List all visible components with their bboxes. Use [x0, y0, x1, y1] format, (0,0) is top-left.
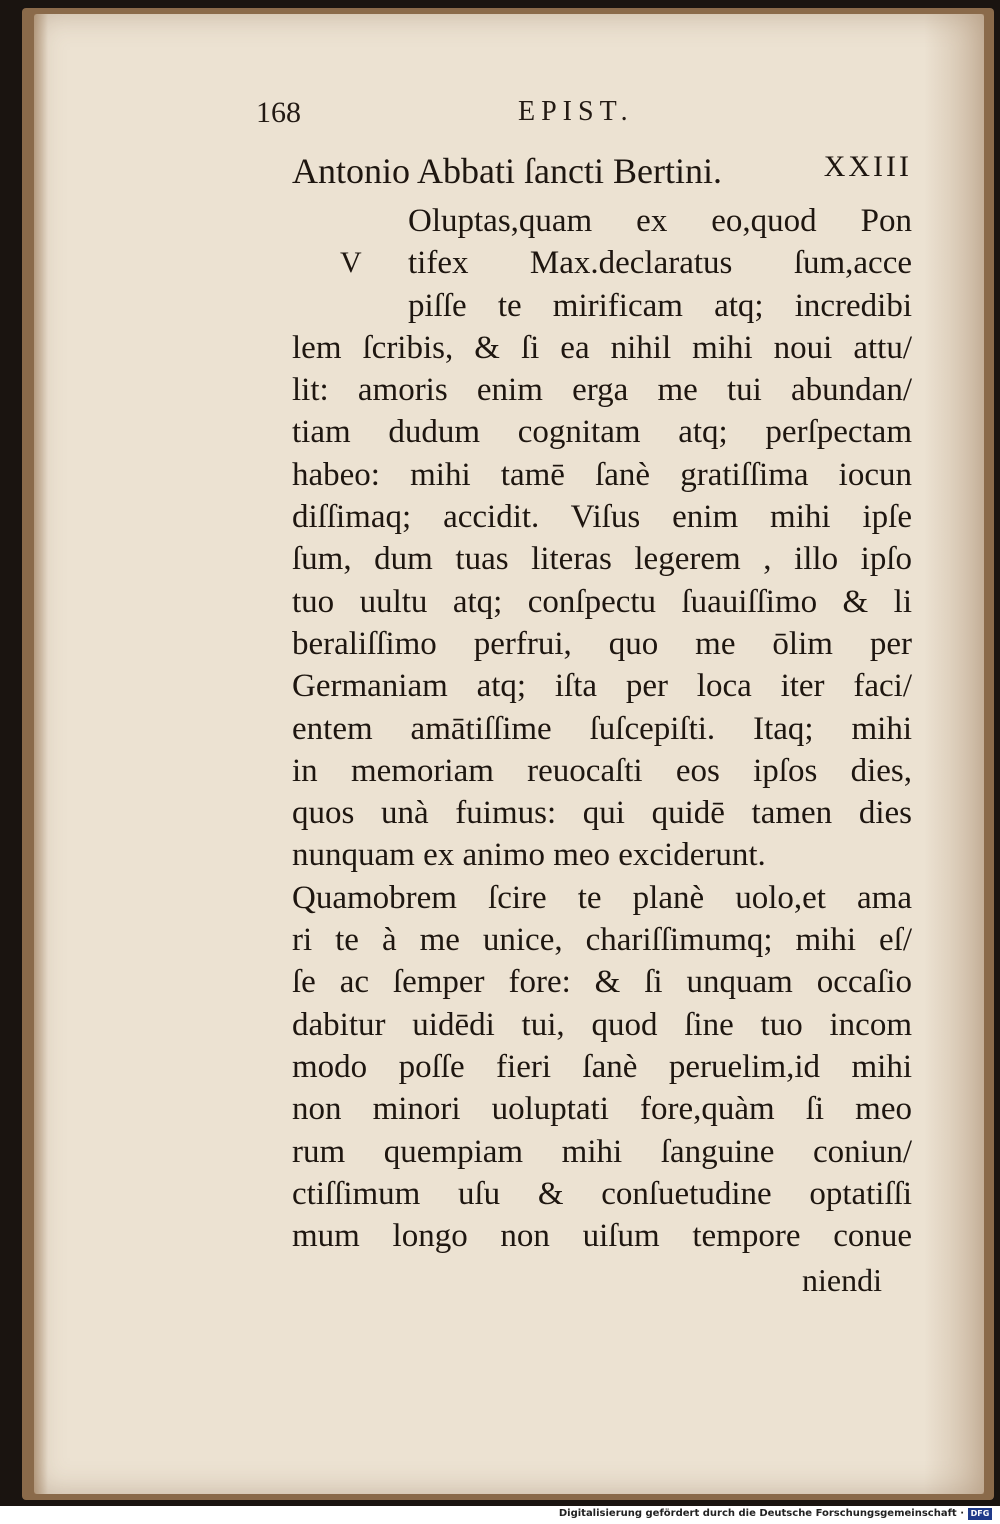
text-line: diſſimaq; accidit. Viſus enim mihi ipſe: [292, 499, 912, 536]
funding-credit: Digitalisierung gefördert durch die Deutsche Forschungsgemeinschaft ·: [558, 1508, 964, 1519]
text-line: modo poſſe fieri ſanè peruelim,id mihi: [292, 1048, 912, 1085]
digitization-footer: [0, 1506, 1000, 1524]
initial-letter: V: [340, 246, 362, 279]
catchword: niendi: [802, 1262, 882, 1298]
text-line: rum quempiam mihi ſanguine coniun/: [292, 1133, 912, 1170]
text-line: in memoriam reuocaſti eos ipſos dies,: [292, 752, 912, 789]
text-line: piſſe te mirificam atq; incredibi: [408, 287, 912, 324]
text-line: Germaniam atq; iſta per loca iter faci/: [292, 668, 912, 705]
text-line: tifex Max.declaratus ſum,acce: [408, 245, 912, 282]
page-gutter: [924, 14, 984, 1494]
text-line: tuo uultu atq; conſpectu ſuauiſſimo & li: [292, 583, 912, 620]
text-line: mum longo non uiſum tempore conue: [292, 1218, 912, 1255]
text-line: lem ſcribis, & ſi ea nihil mihi noui attu/: [292, 329, 912, 366]
letter-number: XXIII: [823, 150, 912, 183]
text-line: Oluptas,quam ex eo,quod Pon: [408, 203, 912, 239]
page-shadow-left: [34, 14, 48, 1494]
text-line: Quamobrem ſcire te planè uolo,et ama: [292, 879, 912, 916]
dfg-logo: DFG: [968, 1508, 992, 1520]
letter-heading: [292, 150, 912, 192]
text-line: habeo: mihi tamē ſanè gratiſſima iocun: [292, 456, 912, 493]
text-line: entem amātiſſime ſuſcepiſti. Itaq; mihi: [292, 710, 912, 747]
letter-title: Antonio Abbati ſancti Bertini.: [292, 151, 722, 191]
text-line: ſum, dum tuas literas legerem , illo ipſo: [292, 541, 912, 578]
text-line: beraliſſimo perfrui, quo me ōlim per: [292, 625, 912, 662]
running-head: EPIST.: [518, 96, 634, 127]
page-number: 168: [256, 96, 301, 129]
text-line: dabitur uidēdi tui, quod ſine tuo incom: [292, 1006, 912, 1043]
text-line: non minori uoluptati fore,quàm ſi meo: [292, 1091, 912, 1128]
text-line: lit: amoris enim erga me tui abundan/: [292, 372, 912, 409]
text-line: ſe ac ſemper fore: & ſi unquam occaſio: [292, 964, 912, 1001]
text-line: tiam dudum cognitam atq; perſpectam: [292, 414, 912, 451]
text-line: ri te à me unice, chariſſimumq; mihi eſ/: [292, 922, 912, 959]
letter-body: [292, 200, 912, 1257]
text-line: quos unà fuimus: qui quidē tamen dies: [292, 795, 912, 832]
text-line: ctiſſimum uſu & conſuetudine optatiſſi: [292, 1175, 912, 1212]
text-line: nunquam ex animo meo exciderunt.: [292, 837, 766, 874]
